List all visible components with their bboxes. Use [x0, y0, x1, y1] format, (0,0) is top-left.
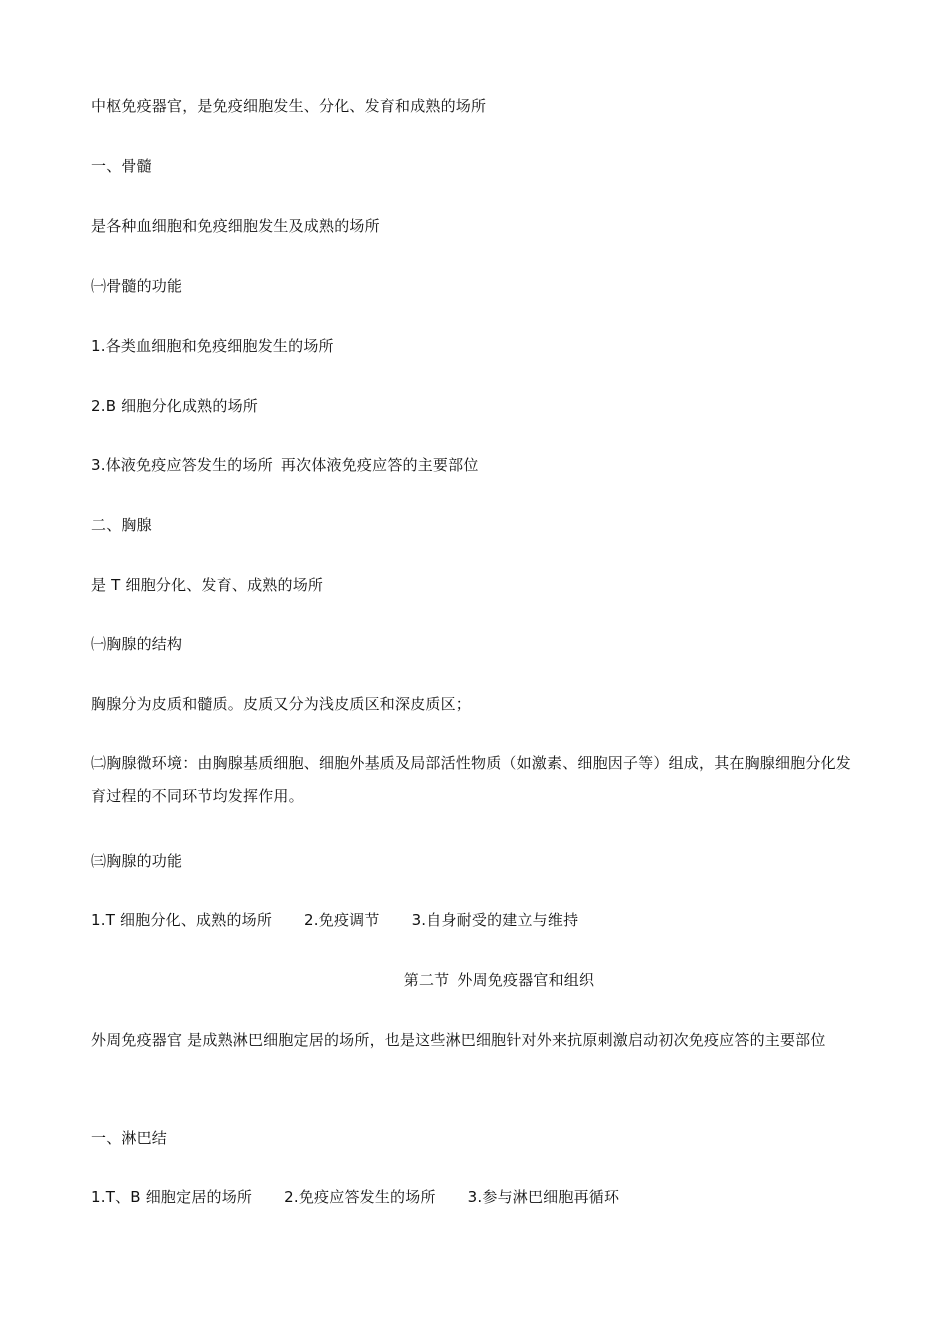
list-item-thymus-2: 2.免疫调节 — [304, 911, 380, 929]
list-lymph-node-functions — [91, 1187, 619, 1207]
subheading-thymus-function: ㈢胸腺的功能 — [91, 852, 183, 870]
paragraph-central-immune-organs: 中枢免疫器官，是免疫细胞发生、分化、发育和成熟的场所 — [91, 97, 487, 115]
paragraph-thymus-definition: 是 T 细胞分化、发育、成熟的场所 — [91, 576, 324, 594]
list-thymus-functions — [91, 910, 578, 930]
list-item-marrow-1: 1.各类血细胞和免疫细胞发生的场所 — [91, 337, 334, 355]
list-item-lymph-3: 3.参与淋巴细胞再循环 — [467, 1188, 620, 1206]
list-item-thymus-1: 1.T 细胞分化、成熟的场所 — [91, 911, 273, 929]
list-item-thymus-3: 3.自身耐受的建立与维持 — [411, 911, 579, 929]
list-item-lymph-1: 1.T、B 细胞定居的场所 — [91, 1188, 253, 1206]
heading-thymus: 二、胸腺 — [91, 516, 152, 534]
heading-bone-marrow: 一、骨髓 — [91, 157, 152, 175]
paragraph-thymus-structure: 胸腺分为皮质和髓质。皮质又分为浅皮质区和深皮质区； — [91, 695, 472, 713]
paragraph-peripheral-immune-organs: 外周免疫器官 是成熟淋巴细胞定居的场所，也是这些淋巴细胞针对外来抗原刺激启动初次免疫应答的主要部位 — [91, 1031, 826, 1049]
subheading-thymus-structure: ㈠胸腺的结构 — [91, 635, 183, 653]
subheading-bone-marrow-function: ㈠骨髓的功能 — [91, 277, 183, 295]
paragraph-bone-marrow-definition: 是各种血细胞和免疫细胞发生及成熟的场所 — [91, 217, 380, 235]
paragraph-thymus-microenvironment: ㈡胸腺微环境：由胸腺基质细胞、细胞外基质及局部活性物质（如激素、细胞因子等）组成，其在胸腺细胞分化发育过程的不同环节均发挥作用。 — [91, 754, 852, 805]
list-item-marrow-2: 2.B 细胞分化成熟的场所 — [91, 397, 258, 415]
list-item-lymph-2: 2.免疫应答发生的场所 — [284, 1188, 436, 1206]
section-name: 外周免疫器官和组织 — [457, 971, 595, 989]
heading-lymph-node: 一、淋巴结 — [91, 1129, 168, 1147]
section-title — [0, 970, 950, 990]
list-item-marrow-3 — [91, 455, 479, 475]
list-item-marrow-3-a: 3.体液免疫应答发生的场所 — [91, 456, 273, 474]
section-number: 第二节 — [403, 971, 450, 989]
list-item-marrow-3-b: 再次体液免疫应答的主要部位 — [280, 456, 479, 474]
